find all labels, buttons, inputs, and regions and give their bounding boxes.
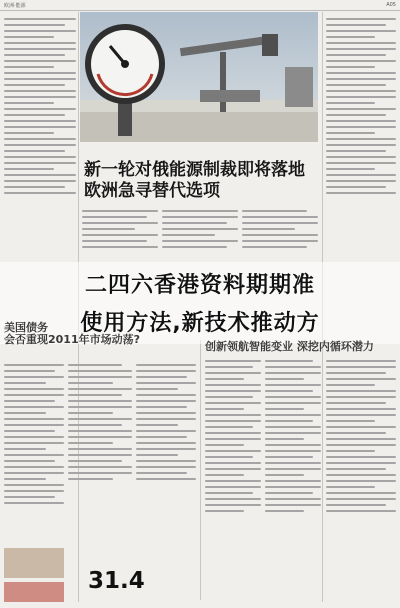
left-subheadline-line-2: 会否重现2011年市场动荡? bbox=[4, 333, 140, 346]
lower-left-col-2 bbox=[68, 360, 132, 484]
lower-right-col-1 bbox=[205, 356, 261, 516]
overlay-title-line-2: 使用方法,新技术推动方 bbox=[80, 311, 320, 336]
header-page-number: A05 bbox=[386, 2, 396, 8]
big-number: 31.4 bbox=[88, 568, 145, 594]
header-left-text: 欧洲·能源 bbox=[4, 3, 26, 9]
column-divider bbox=[200, 340, 201, 600]
lower-right-col-2 bbox=[265, 356, 321, 516]
headline-line-2: 欧洲急寻替代选项 bbox=[84, 181, 220, 201]
lower-right-col-3 bbox=[326, 356, 396, 516]
red-accent-block bbox=[4, 582, 64, 602]
headline-line-1: 新一轮对俄能源制裁即将落地 bbox=[84, 160, 305, 180]
left-column-text bbox=[4, 14, 76, 198]
main-headline bbox=[84, 160, 324, 202]
page-header bbox=[0, 0, 400, 11]
overlay-title-line-1: 二四六香港资料期期准 bbox=[84, 273, 315, 298]
small-photo bbox=[4, 548, 64, 578]
center-article-col-3 bbox=[242, 206, 318, 252]
right-column-text bbox=[326, 14, 396, 198]
center-article-col-1 bbox=[82, 206, 158, 252]
oilfield-illustration bbox=[80, 12, 318, 142]
lower-left-col-1 bbox=[4, 360, 64, 508]
left-subheadline-line-1: 美国债务 bbox=[4, 321, 48, 334]
main-photo bbox=[80, 12, 318, 142]
right-subheadline: 创新领航智能变业 深挖内循环潜力 bbox=[205, 340, 374, 353]
center-article-col-2 bbox=[162, 206, 238, 252]
left-subheadline bbox=[4, 322, 154, 346]
lower-left-col-3 bbox=[136, 360, 196, 484]
